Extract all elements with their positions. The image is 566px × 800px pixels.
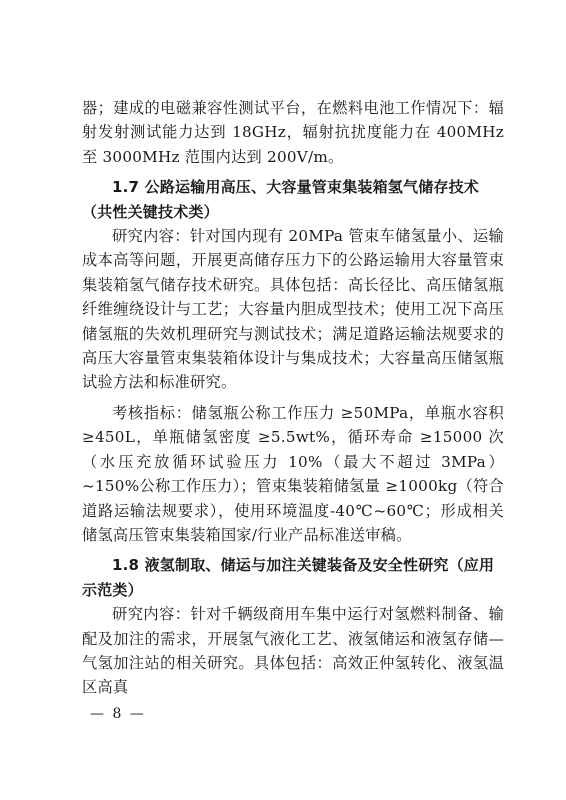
document-body xyxy=(82,96,504,700)
paragraph-emc-test-platform: 器；建成的电磁兼容性测试平台，在燃料电池工作情况下：辐射发射测试能力达到 18GHz，辐射抗扰度能力在 400MHz 至 3000MHz 范围内达到 200V/m。 xyxy=(82,99,504,166)
page-number: — 8 — xyxy=(90,706,146,722)
paragraph-research-content-1-7: 研究内容：针对国内现有 20MPa 管束车储氢量小、运输成本高等问题，开展更高储存压力下的公路运输用大容量管束集装箱氢气储存技术研究。具体包括：高长径比、高压储氢瓶纤维缠绕设计与工艺；大容量内胆成型技术；使用工况下高压储氢瓶的失效机理研究与测试技术；满足道路运输法规要求的高压大容量管束集装箱体设计与集成技术；大容量高压储氢瓶试验方法和标准研究。 xyxy=(82,227,504,392)
paragraph-research-content-1-8: 研究内容：针对千辆级商用车集中运行对氢燃料制备、输配及加注的需求，开展氢气液化工艺、液氢储运和液氢存储—气氢加注站的相关研究。具体包括：高效正仲氢转化、液氢温区高真 xyxy=(82,605,504,697)
paragraph-assessment-indicators-1-7: 考核指标：储氢瓶公称工作压力 ≥50MPa，单瓶水容积 ≥450L，单瓶储氢密度 ≥5.5wt%，循环寿命 ≥15000 次（水压充放循环试验压力 10%（最大不超过 3MPa）~150%公称工作压力）；管束集装箱储氢量 ≥1000kg（符合道路运输法规要求），使用环境温度-40℃~60℃；形成相关储氢高压管束集装箱国家/行业产品标准送审稿。 xyxy=(82,403,504,544)
section-heading-1-8: 1.8 液氢制取、储运与加注关键装备及安全性研究（应用示范类） xyxy=(82,556,495,599)
section-heading-1-7: 1.7 公路运输用高压、大容量管束集装箱氢气储存技术（共性关键技术类） xyxy=(82,178,479,221)
